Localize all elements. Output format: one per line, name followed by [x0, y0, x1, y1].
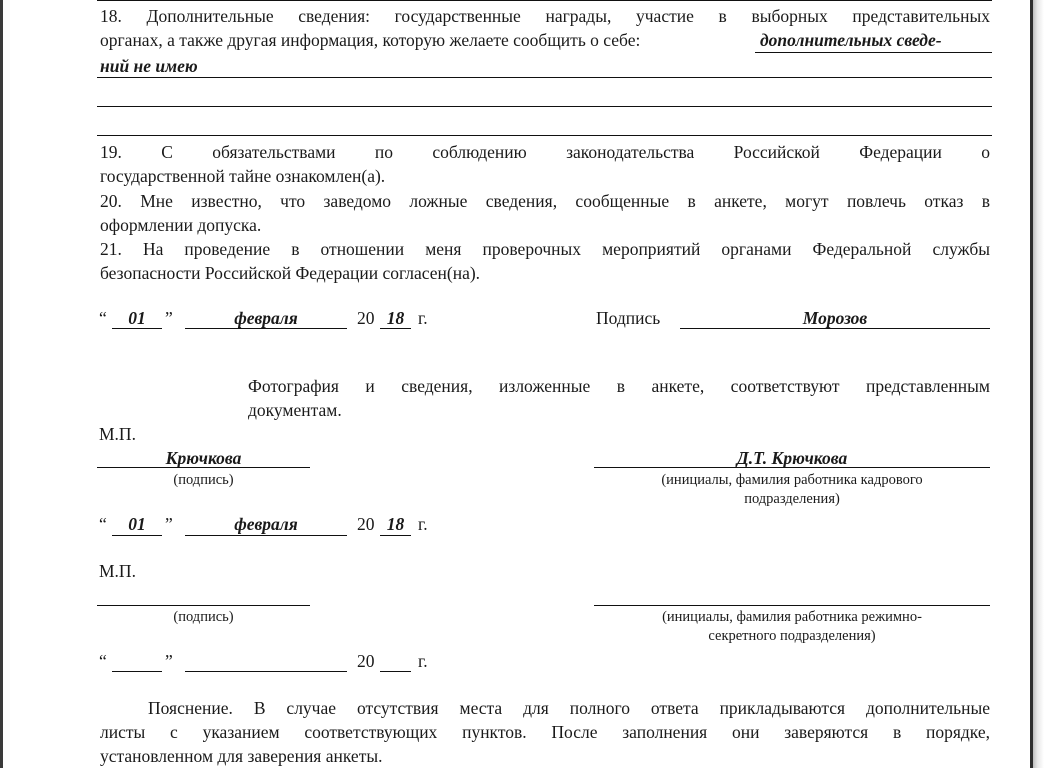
date1-month: февраля [234, 308, 298, 328]
hr-employee-name: Д.Т. Крючкова [736, 448, 848, 468]
date1-year-prefix: 20 [357, 308, 375, 328]
hr-signature: Крючкова [165, 448, 242, 468]
date1-day: 01 [128, 308, 146, 328]
item18-answer-part1: дополнительных сведе- [760, 30, 942, 50]
item18-top-rule [97, 0, 992, 1]
secret-employee-name-rule [594, 605, 990, 606]
date3-month-rule [185, 671, 347, 672]
date3-year-prefix: 20 [357, 651, 375, 671]
secret-signature-rule [97, 605, 310, 606]
item20-line2: оформлении допуска. [100, 215, 262, 235]
signature-value: Морозов [802, 308, 868, 328]
hr-signature-rule [97, 467, 310, 468]
date1-quote-close: ” [165, 308, 173, 328]
date1-day-rule [112, 328, 162, 329]
date3-year-rule [380, 671, 411, 672]
confirmation-line2: документам. [248, 400, 342, 420]
date3-quote-open: “ [99, 651, 107, 671]
signature-label: Подпись [596, 308, 661, 328]
item18-blank-rule2 [97, 135, 992, 136]
date2-year-suffix: г. [418, 514, 428, 534]
date2-month-rule [185, 535, 347, 536]
date2-year: 18 [386, 514, 405, 534]
page-left-border [0, 0, 3, 768]
item19-line1: 19. С обязательствами по соблюдению законодательства Российской Федерации о [100, 142, 990, 162]
hr-stamp-place: М.П. [99, 424, 136, 444]
date2-quote-open: “ [99, 514, 107, 534]
item18-answer-rule2 [97, 77, 992, 78]
date1-month-rule [185, 328, 347, 329]
note-line1: Пояснение. В случае отсутствия места для полного ответа прикладываются дополнительные [148, 698, 990, 718]
date1-year: 18 [386, 308, 405, 328]
note-line3: установленном для заверения анкеты. [100, 746, 383, 766]
date2-day-rule [112, 535, 162, 536]
secret-name-caption-line1: (инициалы, фамилия работника режимно- [662, 609, 922, 625]
page-right-shadow [1033, 0, 1044, 768]
date3-year-suffix: г. [418, 651, 428, 671]
date3-day-rule [112, 671, 162, 672]
secret-name-caption-line2: секретного подразделения) [708, 628, 876, 644]
note-line2: листы с указанием соответствующих пунктов. После заполнения они заверяются в порядке, [100, 722, 990, 742]
hr-employee-name-rule [594, 467, 990, 468]
hr-signature-caption: (подпись) [173, 472, 234, 488]
date2-day: 01 [128, 514, 146, 534]
item19-line2: государственной тайне ознакомлен(а). [100, 166, 386, 186]
date1-year-rule [380, 328, 411, 329]
item18-line1: 18. Дополнительные сведения: государственные награды, участие в выборных представительных [100, 6, 990, 26]
date1-year-suffix: г. [418, 308, 428, 328]
date2-year-prefix: 20 [357, 514, 375, 534]
hr-name-caption-line2: подразделения) [744, 491, 840, 507]
date2-year-rule [380, 535, 411, 536]
date3-quote-close: ” [165, 651, 173, 671]
secret-signature-caption: (подпись) [173, 609, 234, 625]
secret-stamp-place: М.П. [99, 561, 136, 581]
confirmation-line1: Фотография и сведения, изложенные в анкете, соответствуют представленным [248, 376, 990, 396]
date1-quote-open: “ [99, 308, 107, 328]
date2-month: февраля [234, 514, 298, 534]
item18-blank-rule1 [97, 106, 992, 107]
item18-answer-rule1 [755, 52, 992, 53]
item21-line1: 21. На проведение в отношении меня проверочных мероприятий органами Федеральной службы [100, 239, 990, 259]
item21-line2: безопасности Российской Федерации согласен(на). [100, 263, 481, 283]
item20-line1: 20. Мне известно, что заведомо ложные сведения, сообщенные в анкете, могут повлечь отказ в [100, 191, 990, 211]
item18-answer-part2: ний не имею [100, 56, 198, 76]
date2-quote-close: ” [165, 514, 173, 534]
hr-name-caption-line1: (инициалы, фамилия работника кадрового [661, 472, 923, 488]
item18-line2-text: органах, а также другая информация, которую желаете сообщить о себе: [100, 30, 641, 50]
signature-rule [680, 328, 990, 329]
